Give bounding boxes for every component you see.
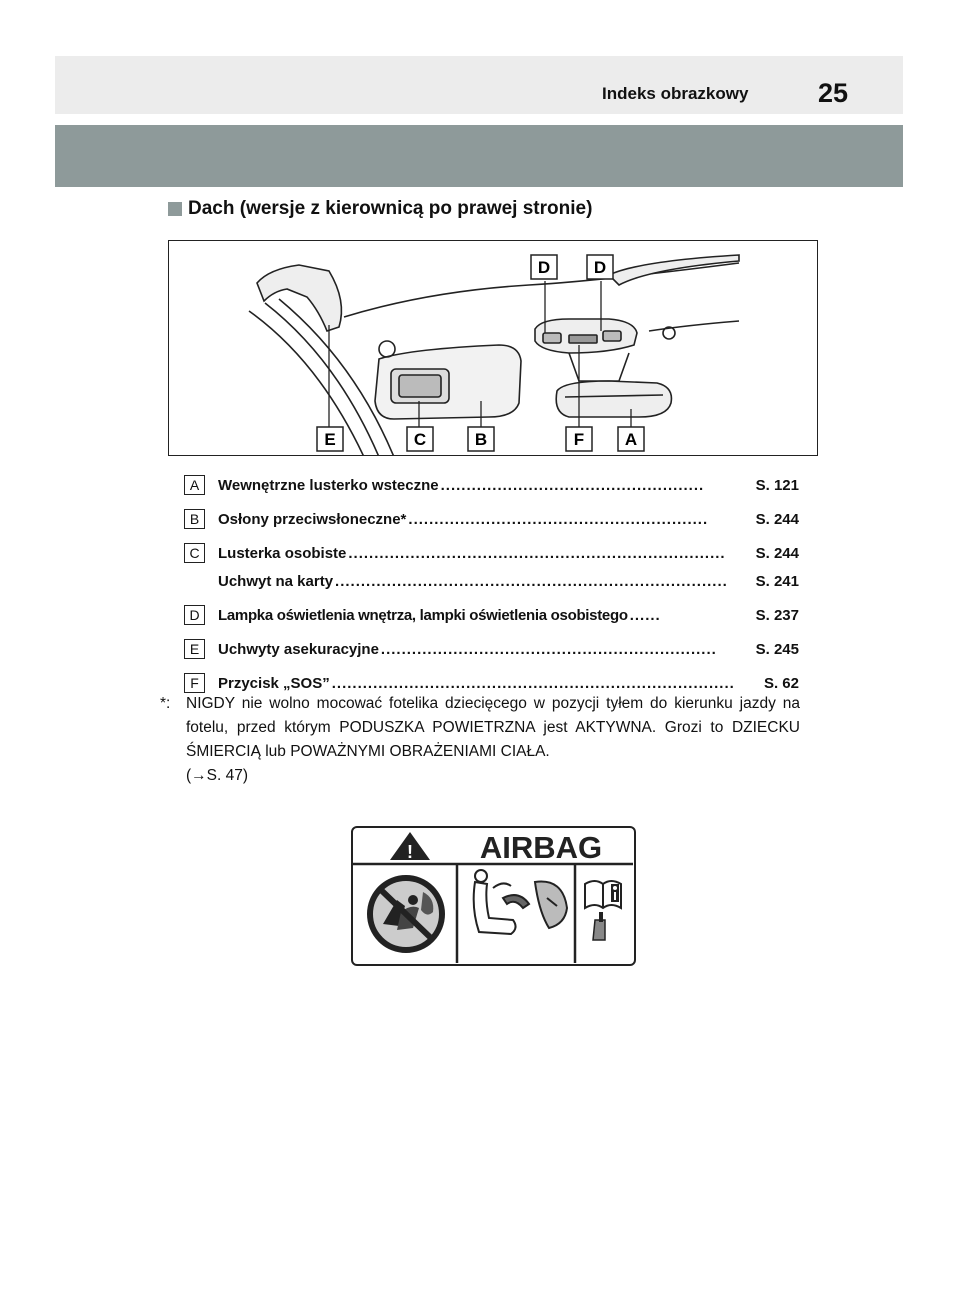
- footnote-ref[interactable]: (→S. 47): [186, 767, 249, 784]
- airbag-label-graphic: [353, 828, 633, 963]
- legend-item-b[interactable]: [184, 504, 799, 534]
- callout-b: B: [474, 430, 488, 449]
- section-title-text: Dach (wersje z kierownicą po prawej stronie): [188, 198, 593, 219]
- legend-page-ref: S. 244: [755, 510, 799, 528]
- legend-label: Lampka oświetlenia wnętrza, lampki oświetlenia osobistego: [218, 606, 628, 624]
- callout-f: F: [573, 430, 585, 449]
- svg-text:!: !: [407, 842, 413, 862]
- callout-d2: D: [593, 258, 607, 277]
- legend-dots: ............................................................................: [335, 572, 728, 590]
- warning-triangle-icon: [390, 832, 430, 862]
- legend-list: [184, 470, 799, 702]
- legend-page-ref: S. 241: [755, 572, 799, 590]
- legend-label: Przycisk „SOS”: [218, 674, 330, 692]
- legend-dots: ......: [629, 606, 661, 624]
- footnote-text: NIGDY nie wolno mocować fotelika dziecięcego w pozycji tyłem do kierunku jazdy na fotelu, przed którym PODUSZKA POWIETRZNA jest AKTYWNA. Grozi to DZIECKU ŚMIERCIĄ lub POWAŻNYMI OBRAŻENIAMI CIAŁA.: [186, 695, 800, 760]
- legend-item-e[interactable]: [184, 634, 799, 664]
- header-band: [55, 56, 903, 114]
- legend-key: C: [184, 543, 205, 563]
- legend-key: A: [184, 475, 205, 495]
- legend-key: B: [184, 509, 205, 529]
- legend-key: D: [184, 605, 205, 625]
- legend-page-ref: S. 62: [763, 674, 799, 692]
- legend-item-c-sub[interactable]: [184, 566, 799, 596]
- callout-c: C: [413, 430, 427, 449]
- legend-page-ref: S. 245: [755, 640, 799, 658]
- legend-label: Uchwyt na karty: [218, 572, 334, 590]
- legend-label: Lusterka osobiste: [218, 544, 347, 562]
- legend-dots: ..........................................................: [408, 510, 709, 528]
- legend-page-ref: S. 237: [755, 606, 799, 624]
- legend-page-ref: S. 121: [755, 476, 799, 494]
- legend-item-c[interactable]: [184, 538, 799, 568]
- header-title: Indeks obrazkowy: [602, 84, 749, 103]
- section-band: [55, 125, 903, 187]
- roof-illustration: [169, 241, 818, 456]
- section-square-icon: [168, 202, 182, 216]
- footnote-mark: *:: [160, 695, 171, 712]
- airbag-deploy-icon: [474, 870, 567, 934]
- legend-label: Osłony przeciwsłoneczne*: [218, 510, 407, 528]
- footnote: [160, 692, 800, 788]
- legend-label: Uchwyty asekuracyjne: [218, 640, 379, 658]
- legend-dots: .................................................................: [380, 640, 717, 658]
- legend-key: F: [184, 673, 205, 693]
- callout-e: E: [324, 430, 336, 449]
- no-rear-facing-child-seat-icon: [370, 878, 442, 950]
- airbag-warning-label: [351, 826, 636, 966]
- legend-key: E: [184, 639, 205, 659]
- callout-d1: D: [537, 258, 551, 277]
- roof-diagram: [168, 240, 818, 456]
- page-number: 25: [818, 78, 849, 108]
- section-title: [168, 198, 592, 220]
- legend-label: Wewnętrzne lusterko wsteczne: [218, 476, 439, 494]
- callout-a: A: [624, 430, 638, 449]
- legend-page-ref: S. 244: [755, 544, 799, 562]
- legend-dots: .........................................................................: [348, 544, 726, 562]
- legend-dots: ..............................................................................: [331, 674, 735, 692]
- legend-dots: ...................................................: [440, 476, 705, 494]
- info-icon: [593, 884, 619, 940]
- airbag-title: AIRBAG: [479, 830, 603, 865]
- legend-item-d[interactable]: [184, 600, 799, 630]
- legend-item-a[interactable]: [184, 470, 799, 500]
